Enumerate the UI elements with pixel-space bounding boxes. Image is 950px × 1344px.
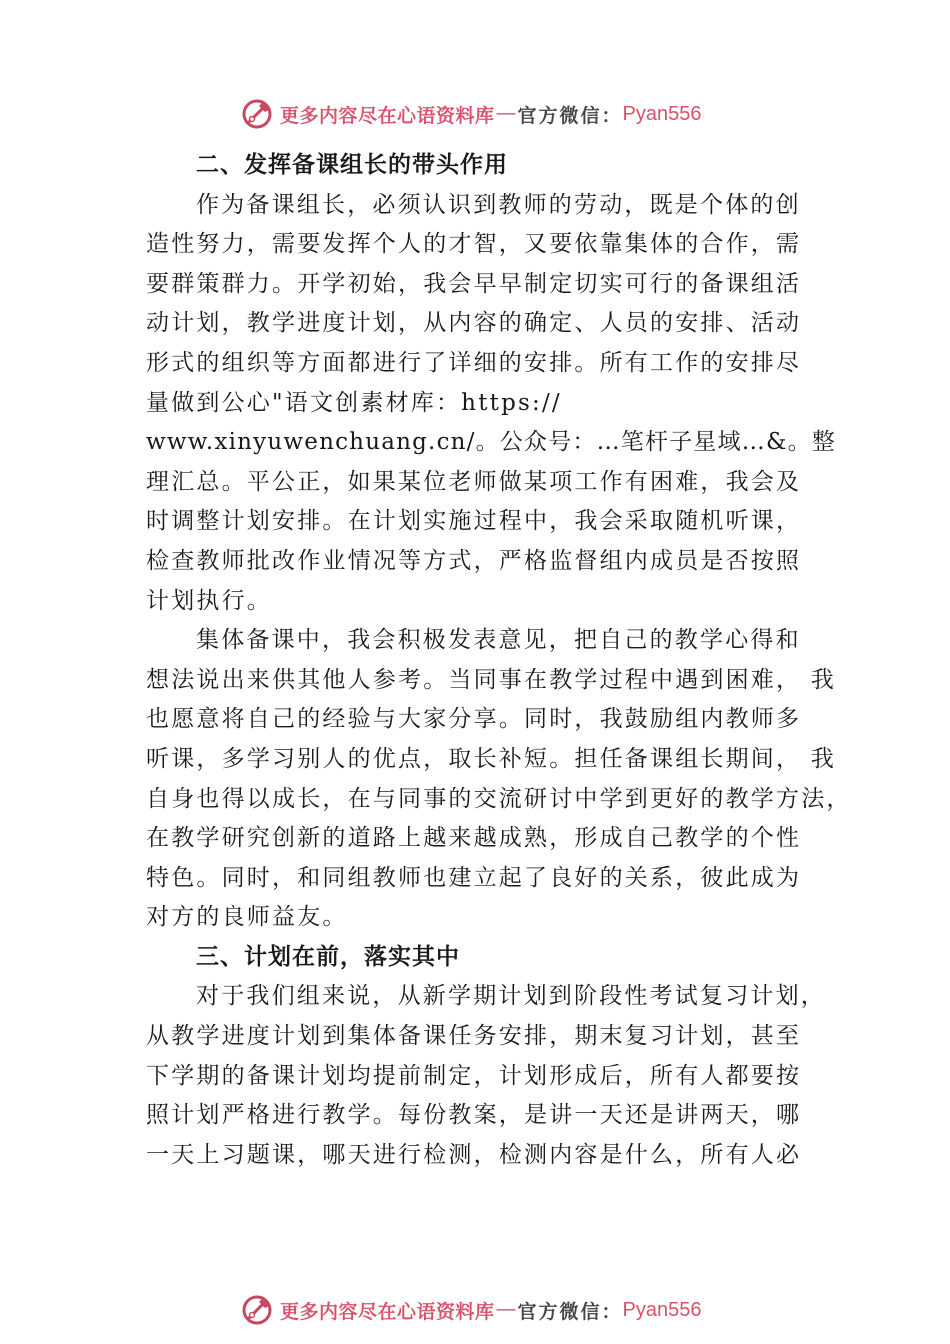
paragraph-line: 下学期的备课计划均提前制定，计划形成后，所有人都要按 <box>146 1062 802 1089</box>
paragraph-line: 听课，多学习别人的优点，取长补短。担任备课组长期间， 我 <box>146 745 836 772</box>
paragraph-line: 形式的组织等方面都进行了详细的安排。所有工作的安排尽 <box>146 349 802 376</box>
banner-dash: — <box>496 103 516 124</box>
section-heading-3: 三、计划在前，落实其中 <box>196 943 460 970</box>
document-body <box>146 146 852 1175</box>
paragraph-line: 计划执行。 <box>146 587 272 614</box>
paragraph-line: 从教学进度计划到集体备课任务安排，期末复习计划，甚至 <box>146 1023 802 1050</box>
paragraph-line: 想法说出来供其他人参考。当同事在教学过程中遇到困难， 我 <box>146 666 836 693</box>
paragraph-line: 特色。同时，和同组教师也建立起了良好的关系，彼此成为 <box>146 864 802 891</box>
paragraph-line: 对方的良师益友。 <box>146 904 348 931</box>
banner-wechat-id: Pyan556 <box>622 1298 702 1321</box>
paragraph-line: 检查教师批改作业情况等方式，严格监督组内成员是否按照 <box>146 547 802 574</box>
paragraph-line: 动计划，教学进度计划，从内容的确定、人员的安排、活动 <box>146 310 802 337</box>
banner-wechat-label: 官方微信： <box>517 1300 623 1323</box>
banner-brand-text: 更多内容尽在心语资料库 <box>280 1300 495 1323</box>
paragraph-line: 对于我们组来说，从新学期计划到阶段性考试复习计划， <box>196 983 826 1010</box>
banner-brand-text: 更多内容尽在心语资料库 <box>280 104 495 127</box>
logo-icon <box>240 97 274 131</box>
footer-banner <box>240 1292 740 1328</box>
paragraph-line: 理汇总。平公正，如果某位老师做某项工作有困难，我会及 <box>146 468 802 495</box>
paragraph-line: 作为备课组长，必须认识到教师的劳动，既是个体的创 <box>196 191 801 218</box>
banner-wechat-id: Pyan556 <box>622 102 702 125</box>
paragraph-line-url: www.xinyuwenchuang.cn/。公众号：…笔杆子星域…&。整 <box>146 429 837 456</box>
paragraph-line: 也愿意将自己的经验与大家分享。同时，我鼓励组内教师多 <box>146 706 802 733</box>
logo-icon <box>240 1293 274 1327</box>
paragraph-line: 集体备课中，我会积极发表意见，把自己的教学心得和 <box>196 627 801 654</box>
banner-dash: — <box>496 1299 516 1320</box>
paragraph-line: 照计划严格进行教学。每份教案，是讲一天还是讲两天，哪 <box>146 1102 802 1129</box>
paragraph-line: 时调整计划安排。在计划实施过程中，我会采取随机听课， <box>146 508 802 535</box>
banner-wechat-label: 官方微信： <box>517 104 623 127</box>
paragraph-line: 一天上习题课，哪天进行检测，检测内容是什么，所有人必 <box>146 1141 802 1168</box>
paragraph-line: 要群策群力。开学初始，我会早早制定切实可行的备课组活 <box>146 270 802 297</box>
header-banner <box>240 96 740 132</box>
paragraph-line: 自身也得以成长，在与同事的交流研讨中学到更好的教学方法， <box>146 785 852 812</box>
paragraph-line: 在教学研究创新的道路上越来越成熟，形成自己教学的个性 <box>146 825 802 852</box>
paragraph-line: 量做到公心"语文创素材库：https:// <box>146 389 562 416</box>
paragraph-line: 造性努力，需要发挥个人的才智，又要依靠集体的合作，需 <box>146 231 802 258</box>
section-heading-2: 二、发挥备课组长的带头作用 <box>196 152 508 178</box>
